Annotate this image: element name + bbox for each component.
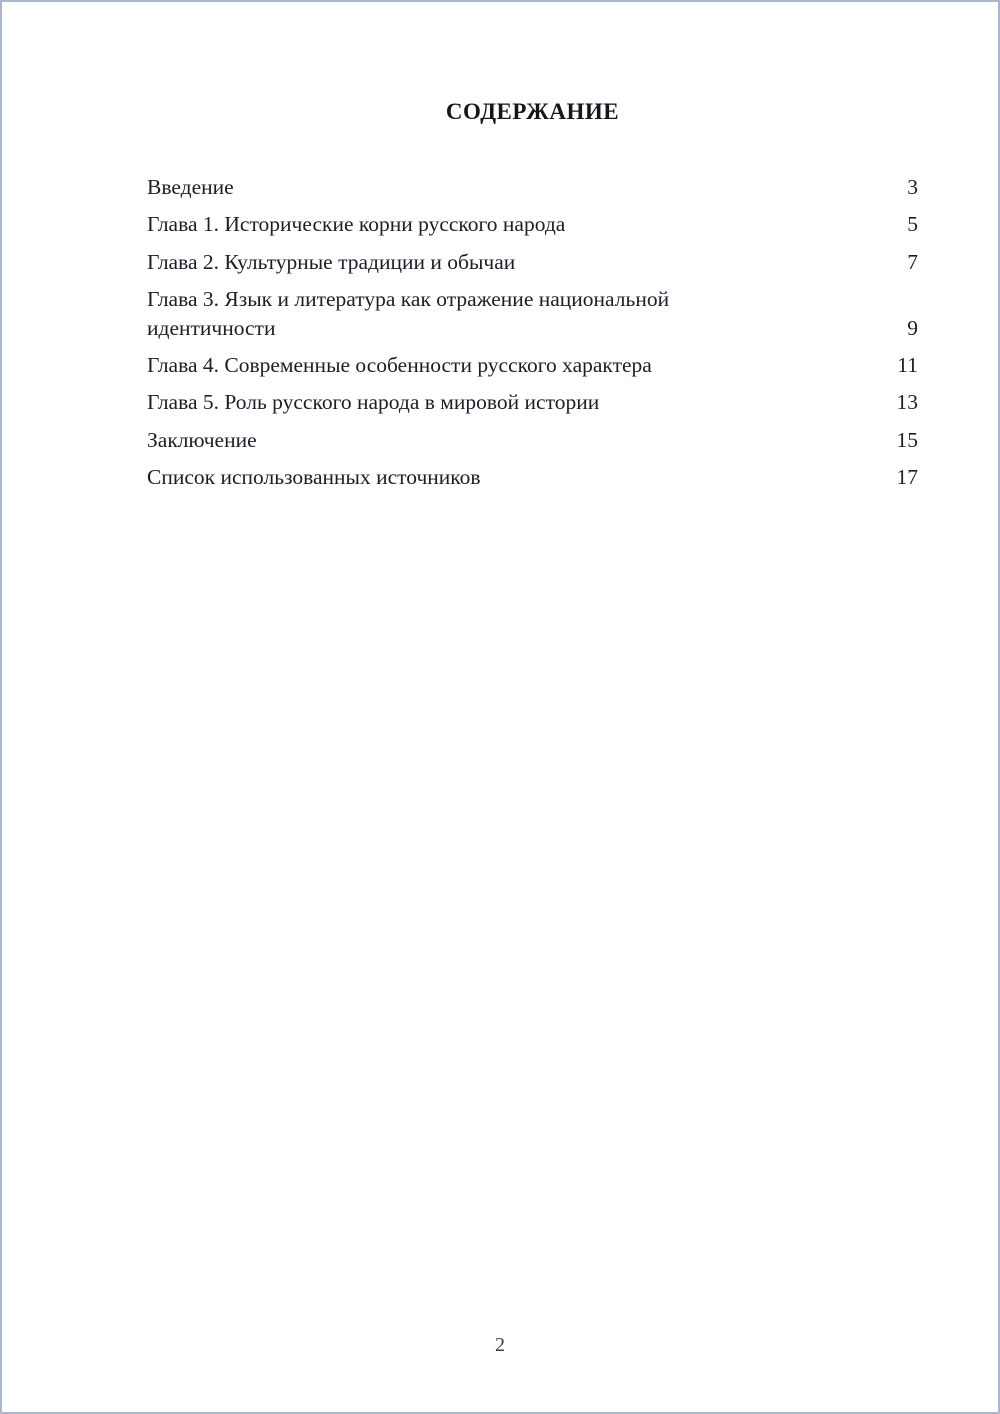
toc-entry-page-number: 3 (907, 175, 918, 199)
footer-page-number: 2 (495, 1334, 505, 1356)
toc-entry-label: Глава 3. Язык и литература как отражение национальной идентичности (147, 287, 670, 340)
toc-entry (147, 210, 918, 238)
toc-list (147, 173, 918, 491)
toc-entry-page-number: 7 (907, 249, 918, 274)
toc-entry (147, 351, 918, 379)
toc-entry-label: Глава 4. Современные особенности русского характера (147, 352, 652, 377)
toc-entry (147, 173, 918, 201)
toc-entry-page-number: 15 (896, 427, 918, 452)
toc-entry (147, 285, 918, 342)
toc-entry-label: Глава 1. Исторические корни русского народа (147, 212, 566, 237)
toc-entry (147, 388, 918, 416)
toc-entry-label: Глава 2. Культурные традиции и обычаи (147, 249, 516, 274)
toc-entry-page-number: 17 (896, 465, 918, 489)
toc-entry-label: Глава 5. Роль русского народа в мировой истории (147, 390, 600, 415)
toc-entry-label: Список использованных источников (147, 465, 481, 489)
page-title: СОДЕРЖАНИЕ (445, 99, 620, 124)
toc-entry-label: Введение (147, 175, 234, 199)
toc-entry-page-number: 13 (896, 390, 918, 415)
toc-entry (147, 248, 918, 276)
toc-entry (147, 426, 918, 454)
toc-entry-page-number: 9 (907, 315, 918, 340)
toc-entry-page-number: 5 (907, 212, 918, 237)
toc-entry (147, 463, 918, 491)
toc-entry-page-number: 11 (897, 352, 918, 377)
toc-entry-label: Заключение (147, 427, 257, 452)
toc-section (147, 99, 918, 500)
